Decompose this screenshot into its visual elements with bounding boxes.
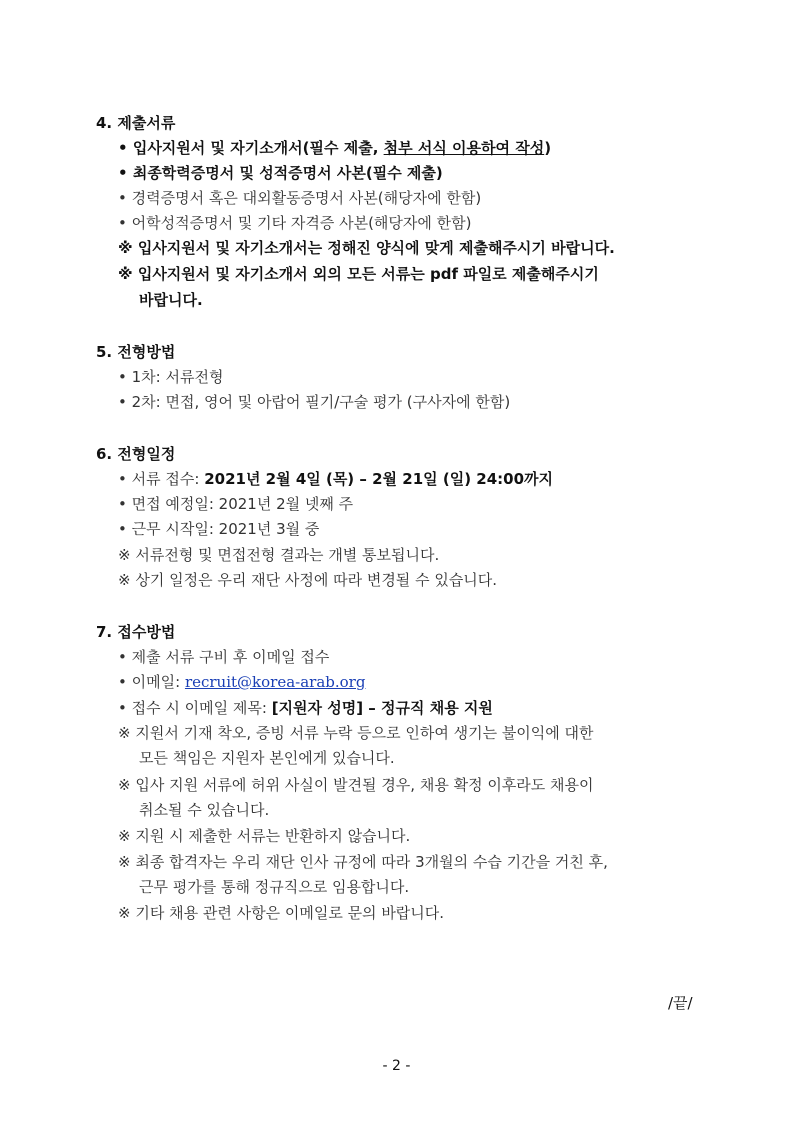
item-text: 면접 예정일: 2021년 2월 넷째 주 [131, 495, 354, 513]
section-5-item-1 [118, 367, 223, 387]
bullet: • [118, 470, 127, 488]
section-7-note-4-continued: 근무 평가를 통해 정규직으로 임용합니다. [139, 878, 410, 896]
note-text: 입사지원서 및 자기소개서 외의 모든 서류는 pdf 파일로 제출해주시기 [137, 265, 599, 283]
note-text: 서류전형 및 면접전형 결과는 개별 통보됩니다. [135, 546, 440, 564]
section-4-item-4 [118, 213, 471, 233]
item-text: 경력증명서 혹은 대외활동증명서 사본(해당자에 한함) [131, 189, 482, 207]
section-6-note-2 [118, 570, 497, 590]
item-text: 2차: 면접, 영어 및 아랍어 필기/구술 평가 (구사자에 한함) [131, 393, 511, 411]
note-text: 입사 지원 서류에 허위 사실이 발견될 경우, 채용 확정 이후라도 채용이 [135, 776, 594, 794]
item-label: 서류 접수: [131, 470, 205, 488]
section-7-note-3 [118, 826, 410, 846]
section-5-heading: 5. 전형방법 [96, 343, 176, 361]
section-4-note-2-continued: 바랍니다. [139, 291, 203, 309]
note-mark: ※ [118, 776, 131, 794]
note-mark: ※ [118, 571, 131, 589]
email-subject-format: [지원자 성명] – 정규직 채용 지원 [271, 699, 493, 717]
bullet: • [118, 699, 127, 717]
section-4-note-1 [118, 238, 615, 258]
item-text-underlined: 첨부 서식 이용하여 작성 [383, 139, 545, 157]
bullet: • [118, 520, 127, 538]
section-7-item-3 [118, 698, 493, 718]
note-mark: ※ [118, 265, 133, 283]
note-text: 상기 일정은 우리 재단 사정에 따라 변경될 수 있습니다. [135, 571, 498, 589]
item-text: 최종학력증명서 및 성적증명서 사본(필수 제출) [132, 164, 443, 182]
item-label: 이메일: [131, 673, 185, 691]
bullet: • [118, 189, 127, 207]
section-4-note-2 [118, 264, 599, 284]
section-4-item-2 [118, 163, 443, 183]
item-text: 제출 서류 구비 후 이메일 접수 [131, 648, 330, 666]
note-text: 지원 시 제출한 서류는 반환하지 않습니다. [135, 827, 411, 845]
note-text: 입사지원서 및 자기소개서는 정해진 양식에 맞게 제출해주시기 바랍니다. [137, 239, 615, 257]
section-5-item-2 [118, 392, 510, 412]
item-text: 입사지원서 및 자기소개서(필수 제출, [132, 139, 384, 157]
bullet: • [118, 139, 128, 157]
section-7-note-1 [118, 723, 594, 743]
email-link[interactable]: recruit@korea-arab.org [184, 673, 366, 691]
bullet: • [118, 495, 127, 513]
section-4-heading: 4. 제출서류 [96, 114, 176, 132]
section-6-item-2 [118, 494, 353, 514]
note-mark: ※ [118, 904, 131, 922]
section-6-item-3 [118, 519, 319, 539]
item-text: 1차: 서류전형 [131, 368, 224, 386]
section-6-item-1 [118, 469, 553, 489]
section-7-note-5 [118, 903, 444, 923]
section-7-note-2-continued: 취소될 수 있습니다. [139, 801, 270, 819]
section-7-heading: 7. 접수방법 [96, 623, 176, 641]
section-4-item-3 [118, 188, 481, 208]
bullet: • [118, 648, 127, 666]
bullet: • [118, 164, 128, 182]
end-mark: /끝/ [668, 994, 693, 1012]
section-7-item-1 [118, 647, 329, 667]
section-7-note-1-continued: 모든 책임은 지원자 본인에게 있습니다. [139, 749, 395, 767]
note-mark: ※ [118, 546, 131, 564]
note-mark: ※ [118, 724, 131, 742]
page-number: - 2 - [382, 1058, 411, 1074]
application-period: 2021년 2월 4일 (목) – 2월 21일 (일) 24:00까지 [204, 470, 553, 488]
item-text: 근무 시작일: 2021년 3월 중 [131, 520, 320, 538]
bullet: • [118, 368, 127, 386]
section-7-item-2 [118, 672, 365, 692]
note-text: 기타 채용 관련 사항은 이메일로 문의 바랍니다. [135, 904, 445, 922]
section-6-note-1 [118, 545, 439, 565]
bullet: • [118, 673, 127, 691]
note-mark: ※ [118, 827, 131, 845]
section-7-note-2 [118, 775, 594, 795]
section-7-note-4 [118, 852, 608, 872]
section-6-heading: 6. 전형일정 [96, 445, 176, 463]
section-4-item-1 [118, 138, 551, 158]
note-mark: ※ [118, 239, 133, 257]
bullet: • [118, 214, 127, 232]
item-text-end: ) [544, 139, 552, 157]
note-text: 최종 합격자는 우리 재단 인사 규정에 따라 3개월의 수습 기간을 거친 후, [135, 853, 608, 871]
item-text: 어학성적증명서 및 기타 자격증 사본(해당자에 한함) [131, 214, 472, 232]
note-mark: ※ [118, 853, 131, 871]
note-text: 지원서 기재 착오, 증빙 서류 누락 등으로 인하여 생기는 불이익에 대한 [135, 724, 594, 742]
bullet: • [118, 393, 127, 411]
item-label: 접수 시 이메일 제목: [131, 699, 272, 717]
